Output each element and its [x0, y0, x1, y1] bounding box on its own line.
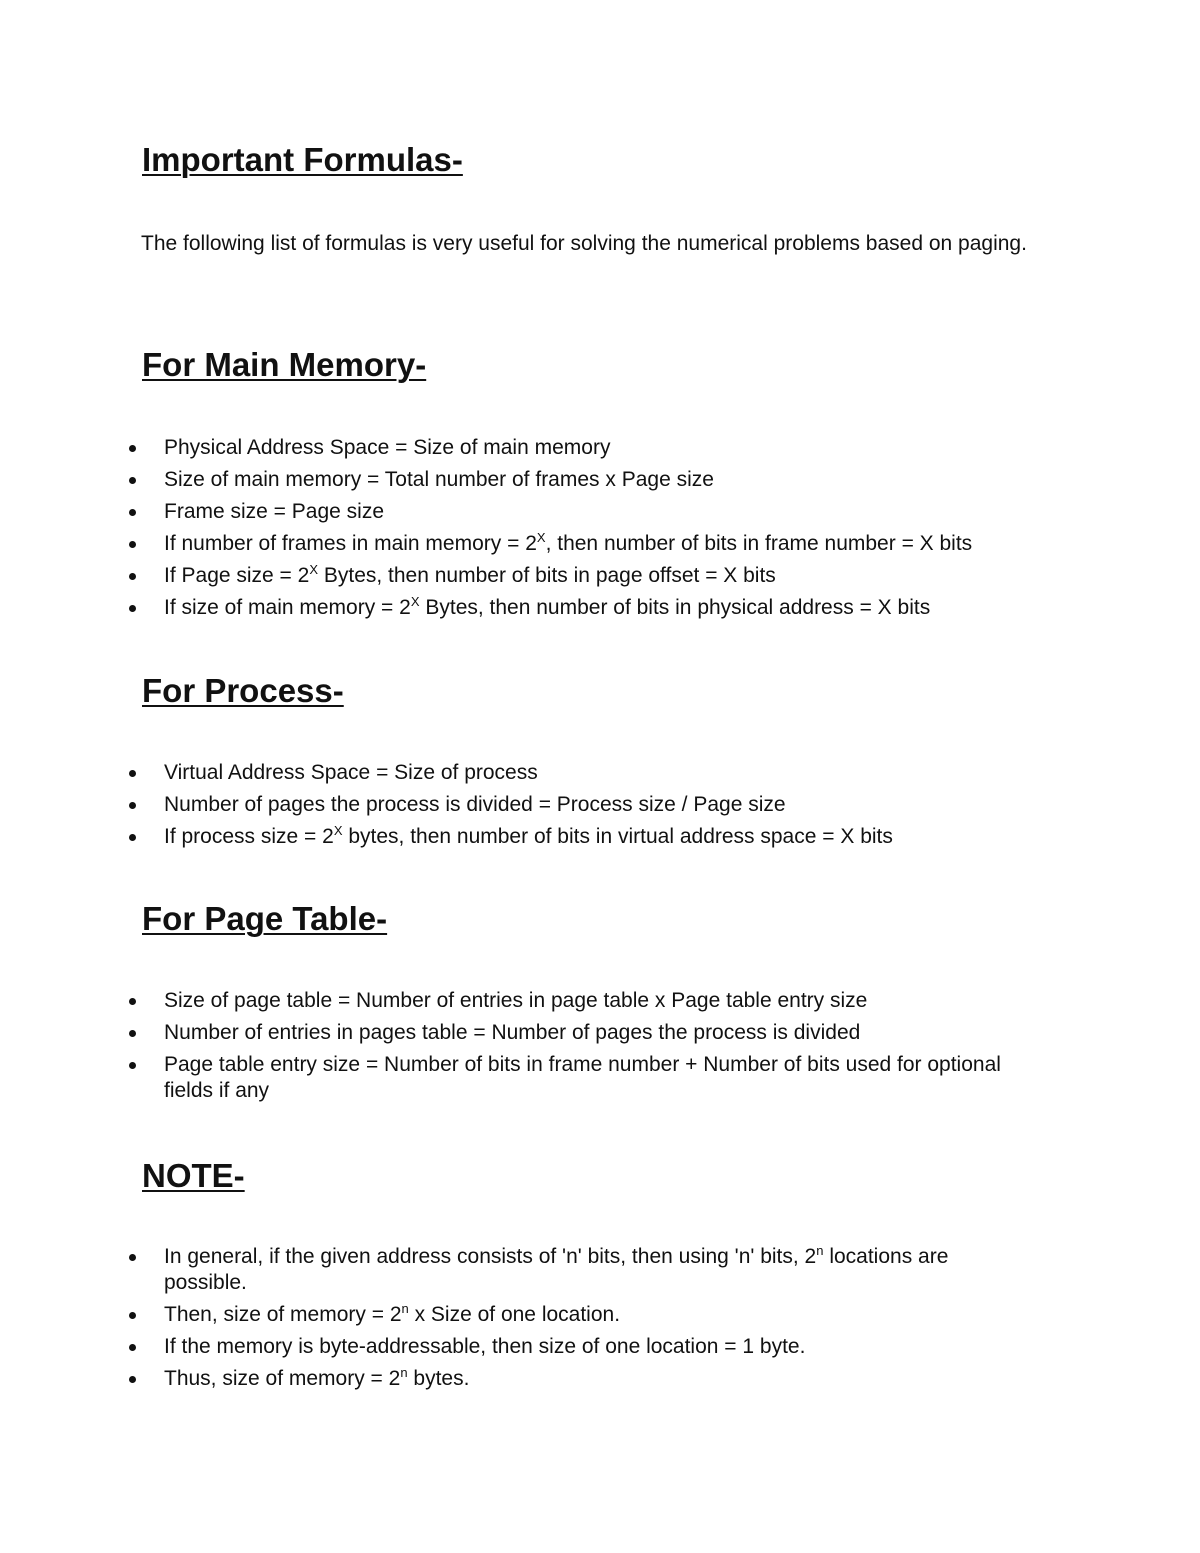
- bullet-icon: [129, 605, 136, 612]
- list-item: [0, 824, 1024, 850]
- list-item-text-continued: , then number of bits in frame number = X bits: [545, 532, 973, 555]
- bullet-icon: [129, 445, 136, 452]
- list-item: [0, 499, 1024, 525]
- list-item: [0, 1334, 1024, 1360]
- list-item: [0, 760, 1024, 786]
- section-heading-process: For Process-: [142, 672, 344, 709]
- section-heading-note: NOTE-: [142, 1157, 245, 1194]
- list-item-text: Thus, size of memory = 2: [164, 1367, 401, 1390]
- bullet-icon: [129, 509, 136, 516]
- exponent: X: [410, 594, 420, 609]
- list-item: [0, 1020, 1024, 1046]
- list-item: [0, 792, 1024, 818]
- bullet-icon: [129, 998, 136, 1005]
- intro-paragraph: The following list of formulas is very useful for solving the numerical problems based on paging.: [141, 232, 1027, 255]
- bullet-icon: [129, 1312, 136, 1319]
- process-list: [0, 760, 1024, 856]
- page-title: Important Formulas-: [142, 141, 463, 178]
- bullet-icon: [129, 1344, 136, 1351]
- list-item-text: Then, size of memory = 2: [164, 1303, 402, 1326]
- page-table-list: [0, 988, 1024, 1110]
- list-item-text: If Page size = 2: [164, 564, 310, 587]
- list-item-text: Page table entry size = Number of bits in frame number + Number of bits used for optional fields if any: [164, 1053, 1001, 1102]
- list-item: [0, 1366, 1024, 1392]
- bullet-icon: [129, 802, 136, 809]
- list-item: [0, 435, 1024, 461]
- list-item-text: In general, if the given address consists of 'n' bits, then using 'n' bits, 2: [164, 1245, 817, 1268]
- bullet-icon: [129, 1030, 136, 1037]
- section-heading-page-table: For Page Table-: [142, 900, 388, 937]
- exponent: n: [400, 1365, 408, 1380]
- list-item-text: Number of pages the process is divided = Process size / Page size: [164, 793, 786, 816]
- note-list: [0, 1244, 1024, 1398]
- list-item: [0, 1244, 1024, 1296]
- list-item-text: Frame size = Page size: [164, 500, 385, 523]
- exponent: n: [816, 1243, 824, 1258]
- bullet-icon: [129, 541, 136, 548]
- list-item-text: If the memory is byte-addressable, then size of one location = 1 byte.: [164, 1335, 806, 1358]
- list-item: [0, 1052, 1024, 1104]
- bullet-icon: [129, 834, 136, 841]
- list-item: [0, 1302, 1024, 1328]
- list-item-text: Size of main memory = Total number of frames x Page size: [164, 468, 714, 491]
- section-heading-main-memory: For Main Memory-: [142, 346, 427, 383]
- bullet-icon: [129, 477, 136, 484]
- list-item: [0, 531, 1024, 557]
- list-item-text: If number of frames in main memory = 2: [164, 532, 537, 555]
- list-item-text-continued: Bytes, then number of bits in page offset = X bits: [318, 564, 776, 587]
- exponent: X: [333, 823, 343, 838]
- bullet-icon: [129, 770, 136, 777]
- list-item: [0, 563, 1024, 589]
- list-item-text-continued: bytes, then number of bits in virtual address space = X bits: [342, 825, 893, 848]
- list-item-text-continued: bytes.: [407, 1367, 470, 1390]
- list-item-text: Virtual Address Space = Size of process: [164, 761, 538, 784]
- bullet-icon: [129, 1376, 136, 1383]
- bullet-icon: [129, 1062, 136, 1069]
- list-item-text: Physical Address Space = Size of main memory: [164, 436, 611, 459]
- list-item: [0, 467, 1024, 493]
- exponent: n: [401, 1301, 409, 1316]
- exponent: X: [309, 562, 319, 577]
- list-item: [0, 988, 1024, 1014]
- list-item: [0, 595, 1024, 621]
- list-item-text: If process size = 2: [164, 825, 334, 848]
- bullet-icon: [129, 573, 136, 580]
- list-item-text-continued: x Size of one location.: [408, 1303, 621, 1326]
- main-memory-list: [0, 435, 1024, 627]
- bullet-icon: [129, 1254, 136, 1261]
- list-item-text: If size of main memory = 2: [164, 596, 411, 619]
- list-item-text: Size of page table = Number of entries in page table x Page table entry size: [164, 989, 868, 1012]
- exponent: X: [536, 530, 546, 545]
- list-item-text: Number of entries in pages table = Number of pages the process is divided: [164, 1021, 861, 1044]
- list-item-text-continued: Bytes, then number of bits in physical address = X bits: [419, 596, 931, 619]
- list-item-text-continued: locations are possible.: [164, 1245, 949, 1294]
